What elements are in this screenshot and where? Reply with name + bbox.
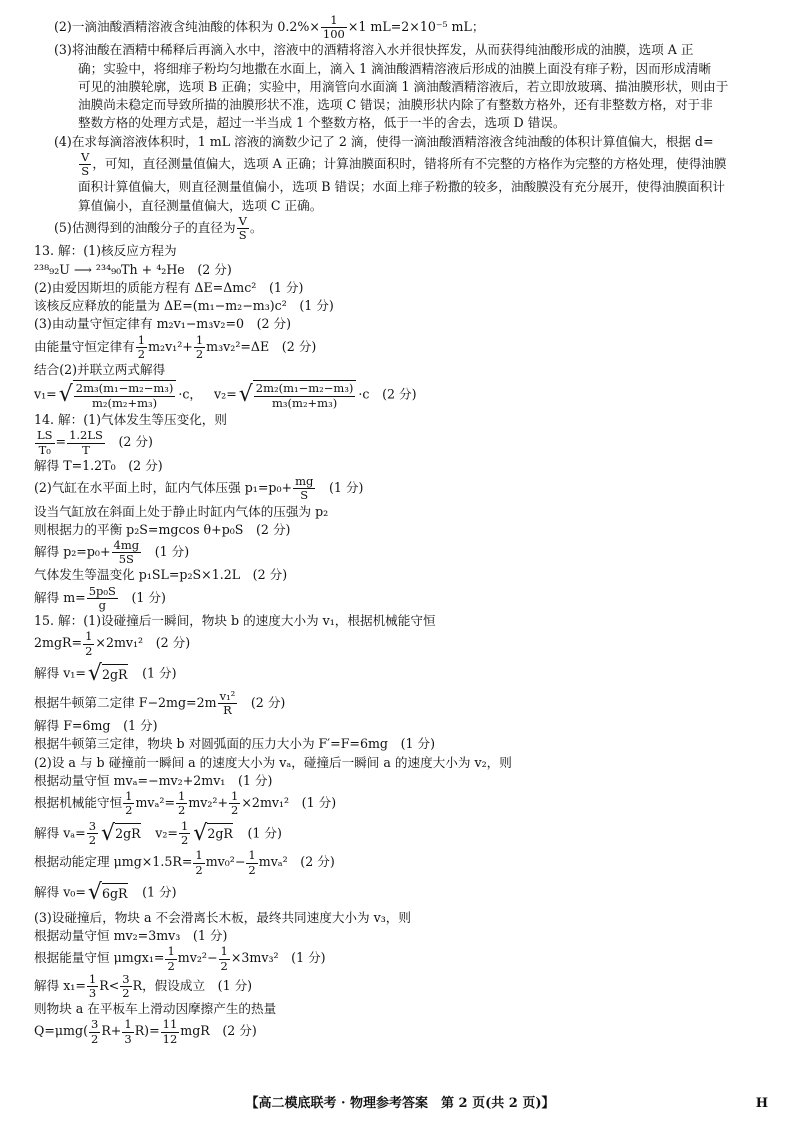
text-line: $\frac{LS}{\text{T₀}}$ = $\frac{1.2LS}{T}$ (2 分): [37, 428, 153, 457]
text-line: 结合(2)并联立两式解得: [34, 362, 166, 377]
text-line: 设当气缸放在斜面上处于静止时缸内气体的压强为 p₂: [34, 503, 329, 519]
text-line: 确；实验中，将细痱子粉均匀地撒在水面上，滴入 1 滴油酸酒精溶液后形成的油膜上面没有痱子粉，因而形成清晰: [78, 60, 712, 76]
answer-content: [34, 14, 778, 1046]
text-line: [34, 151, 778, 178]
text-line: 由能量守恒定律有 $\frac{1}{2}$ m₂v₁²+ $\frac{1}{2}$ m₃v₂²=ΔE (2 分): [34, 332, 317, 361]
paper-version-letter: H: [755, 1096, 768, 1111]
text: 。: [249, 220, 263, 236]
text-line: 根据牛顿第二定律 F−2mg=2m $\frac{\text{v₁²}}{R}$ (2 分): [34, 688, 286, 717]
text-line: 根据能量守恒 μmgx₁= $\frac{1}{2}$ mv₂²− $\frac{1}{2}$ ×3mv₃² (1 分): [34, 944, 326, 973]
q15-title: 15. 解：(1)设碰撞后一瞬间，物块 b 的速度大小为 v₁，根据机械能守恒: [34, 613, 436, 629]
text-line: (3)由动量守恒定律有 m₂v₁−m₃v₂=0 (2 分): [34, 316, 292, 332]
text-line: 解得 vₐ= $\frac{3}{2}$ √2gR v₂= $\frac{1}{2}$ √2gR (1 分): [34, 818, 282, 848]
text-line: [34, 215, 778, 242]
text-line: 解得 v₁=√2gR (1 分): [34, 660, 177, 686]
nuclear-equation: ²³⁸₉₂U ⟶ ²³⁴₉₀Th + ⁴₂He (2 分): [34, 261, 232, 277]
text-line: 根据牛顿第三定律，物块 b 对圆弧面的压力大小为 F′=F=6mg (1 分): [34, 736, 436, 752]
text-line: (4)在求每滴溶液体积时，1 mL 溶液的滴数少记了 2 滴，使得一滴油酸酒精溶液含纯油酸的体积计算值偏大，根据 d=: [54, 133, 714, 149]
text: ×1 mL=2×10⁻⁵ mL；: [347, 19, 485, 35]
fraction: $\frac{1}{100}$: [322, 13, 345, 42]
text-line: [34, 14, 778, 41]
text-line: (2)设 a 与 b 碰撞前一瞬间 a 的速度大小为 vₐ，碰撞后一瞬间 a 的速度大小为 v₂，则: [34, 754, 512, 770]
fraction: $\frac{V}{S}$: [238, 213, 247, 243]
text-line: 根据动量守恒 mv₂=3mv₃ (1 分): [34, 928, 228, 944]
text-line: 该核反应释放的能量为 ΔE=(m₁−m₂−m₃)c² (1 分): [34, 298, 334, 314]
text-line: (2)由爱因斯坦的质能方程有 ΔE=Δmc² (1 分): [34, 279, 304, 295]
text-line: 解得 v₀=√6gR (1 分): [34, 879, 177, 905]
text-line: (2)气缸在水平面上时，缸内气体压强 p₁=p₀+ $\frac{mg}{S}$ (1 分): [34, 474, 364, 503]
q14-title: 14. 解：(1)气体发生等压变化，则: [34, 412, 227, 428]
text-line: 解得 x₁= $\frac{1}{3}$ R< $\frac{3}{2}$ R，假设成立 (1 分): [34, 971, 253, 1000]
text-line: 解得 p₂=p₀+ $\frac{4mg}{5S}$ (1 分): [34, 538, 190, 567]
q13-title: 13. 解：(1)核反应方程为: [34, 243, 177, 259]
text-line: 面积计算值偏大，则直径测量值偏小，选项 B 错误；水面上痱子粉撒的较多，油酸膜没有充分展开，使得油膜面积计: [78, 179, 725, 195]
text-line: 解得 m= $\frac{\text{5p₀S}}{g}$ (1 分): [34, 583, 166, 612]
fraction: $\frac{V}{S}$: [81, 149, 90, 179]
text: (5)估测得到的油酸分子的直径为: [54, 220, 236, 236]
text-line: 油膜尚未稳定而导致所描的油膜形状不准，选项 C 错误；油膜形状内除了有整数方格外，还有非整数方格，对于非: [78, 97, 713, 113]
text-line: 气体发生等温变化 p₁SL=p₂S×1.2L (2 分): [34, 567, 288, 583]
text: ，可知，直径测量值偏大，选项 A 正确；计算油膜面积时，错将所有不完整的方格作为完整的方格处理，使得油膜: [92, 156, 727, 172]
text: (2)一滴油酸酒精溶液含纯油酸的体积为 0.2%×: [54, 19, 320, 35]
text-line: Q=μmg( $\frac{3}{2}$ R+ $\frac{1}{3}$ R)= $\frac{11}{12}$ mgR (2 分): [34, 1017, 257, 1046]
text-line: (3)将油酸在酒精中稀释后再滴入水中，溶液中的酒精将溶入水并很快挥发，从而获得纯油酸形成的油膜，选项 A 正: [54, 42, 694, 58]
page-footer: 【高二模底联考 · 物理参考答案 第 2 页(共 2 页)】: [245, 1096, 555, 1111]
text-line: 根据动能定理 μmg×1.5R= $\frac{1}{2}$ mv₀²− $\frac{1}{2}$ mvₐ² (2 分): [34, 848, 335, 877]
text-line: 2mgR= $\frac{1}{2}$ ×2mv₁² (2 分): [34, 629, 191, 658]
text-line: 根据机械能守恒 $\frac{1}{2}$ mvₐ²= $\frac{1}{2}$ mv₂²+ $\frac{1}{2}$ ×2mv₁² (1 分): [34, 789, 337, 818]
text-line: 整数方格的处理方式是，超过一半当成 1 个整数方格，低于一半的舍去，选项 D 错误。: [78, 115, 566, 131]
text-line: 算值偏小，直径测量值偏大，选项 C 正确。: [78, 197, 323, 213]
text-line: 则物块 a 在平板车上滑动因摩擦产生的热量: [34, 1001, 277, 1017]
text-line: 解得 F=6mg (1 分): [34, 718, 158, 734]
text-line: 则根据力的平衡 p₂S=mgcos θ+p₀S (2 分): [34, 521, 291, 537]
velocity-solution: v₁=√ $\frac{\text{2m₃(m₁−m₂−m₃)}}{\text{m₂(m₂+m₃)}}$ ·c， v₂=√ $\frac{\text{2m₂(m₁−m₂−m₃)}}{\text{m₃(m₂+m₃)}}$ ·c (2 分): [34, 381, 417, 410]
text-line: 根据动量守恒 mvₐ=−mv₂+2mv₁ (1 分): [34, 772, 273, 788]
text-line: 解得 T=1.2T₀ (2 分): [34, 457, 163, 473]
text-line: 可见的油膜轮廓，选项 B 正确；实验中，用滴管向水面滴 1 滴油酸酒精溶液后，若立即放玻璃、描油膜形状，则由于: [78, 78, 729, 94]
text-line: (3)设碰撞后，物块 a 不会滑离长木板，最终共同速度大小为 v₃，则: [34, 909, 411, 925]
